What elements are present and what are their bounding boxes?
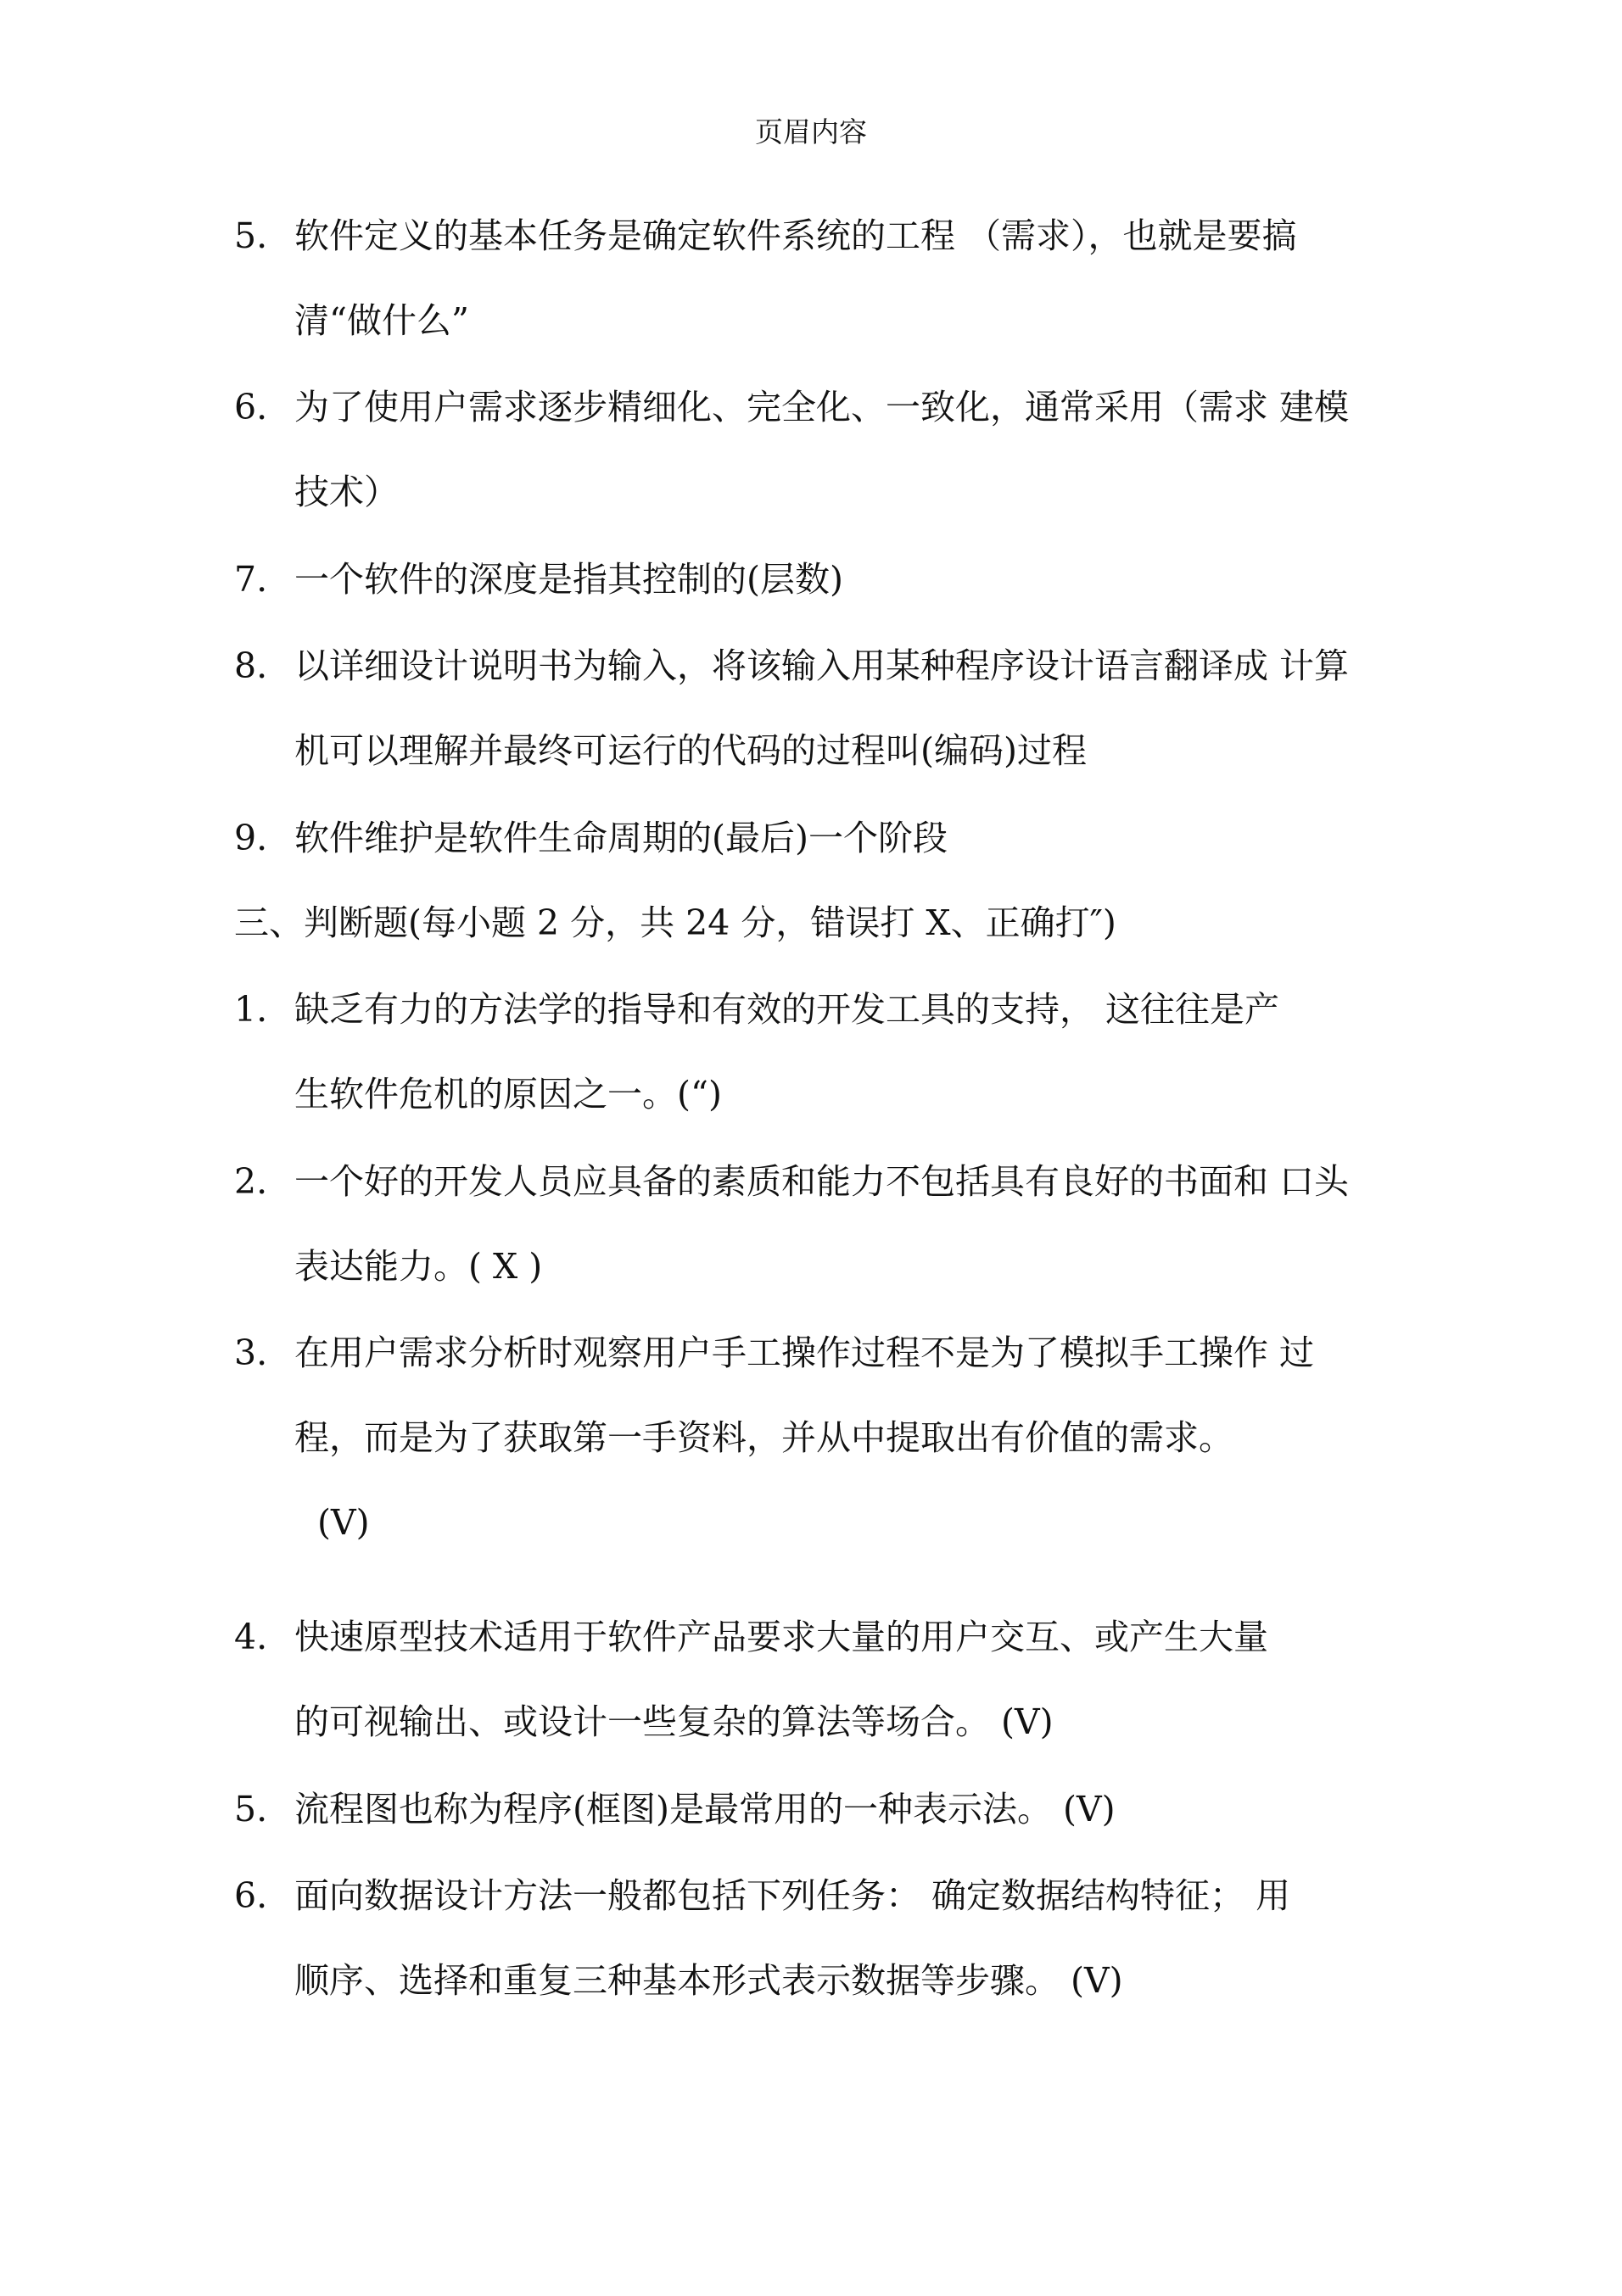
item-number: 5. — [234, 1789, 268, 1830]
item-number: 1. — [234, 989, 268, 1030]
item-number: 9. — [234, 818, 268, 858]
item-text: 生软件危机的原因之一。(“) — [294, 1074, 722, 1114]
item-text: 流程图也称为程序(框图)是最常用的一种表示法。 (V) — [294, 1789, 1116, 1830]
item-text: 软件定义的基本任务是确定软件系统的工程 （需求），也就是要搞 — [294, 215, 1297, 256]
item-number: 6. — [234, 387, 268, 427]
item-text: 清“做什么” — [294, 300, 469, 341]
item-number: 4. — [234, 1617, 268, 1657]
item-text: 一个好的开发人员应具备的素质和能力不包括具有良好的书面和 口头 — [294, 1161, 1350, 1202]
item-text: 软件维护是软件生命周期的(最后)一个阶段 — [294, 818, 948, 858]
item-text: 一个软件的深度是指其控制的(层数) — [294, 559, 843, 600]
page-header: 页眉内容 — [755, 115, 867, 148]
item-text: 表达能力。( X ) — [294, 1246, 543, 1287]
answer-mark: (V) — [317, 1502, 370, 1543]
item-number: 5. — [234, 215, 268, 256]
item-text: 的可视输出、或设计一些复杂的算法等场合。 (V) — [294, 1701, 1054, 1742]
item-text: 顺序、选择和重复三种基本形式表示数据等步骤。 (V) — [294, 1960, 1123, 2001]
item-text: 以详细设计说明书为输入，将该输入用某种程序设计语言翻译成 计算 — [294, 645, 1350, 686]
item-number: 8. — [234, 645, 268, 686]
item-text: 技术） — [294, 472, 399, 512]
item-text: 在用户需求分析时观察用户手工操作过程不是为了模拟手工操作 过 — [294, 1332, 1315, 1373]
item-text: 程，而是为了获取第一手资料，并从中提取出有价值的需求。 — [294, 1417, 1233, 1458]
item-number: 3. — [234, 1332, 268, 1373]
item-number: 6. — [234, 1875, 268, 1916]
item-number: 7. — [234, 559, 268, 600]
item-text: 快速原型技术适用于软件产品要求大量的用户交互、或产生大量 — [294, 1617, 1268, 1657]
item-text: 缺乏有力的方法学的指导和有效的开发工具的支持， 这往往是产 — [294, 989, 1280, 1030]
item-text: 面向数据设计方法一般都包括下列任务： 确定数据结构特征； 用 — [294, 1875, 1291, 1916]
item-number: 2. — [234, 1161, 268, 1202]
item-text: 机可以理解并最终可运行的代码的过程叫(编码)过程 — [294, 730, 1087, 771]
item-text: 为了使用户需求逐步精细化、完全化、一致化，通常采用（需求 建模 — [294, 387, 1350, 427]
section-title-text: 三、判断题(每小题 2 分，共 24 分，错误打 X、正确打″) — [234, 902, 1116, 943]
